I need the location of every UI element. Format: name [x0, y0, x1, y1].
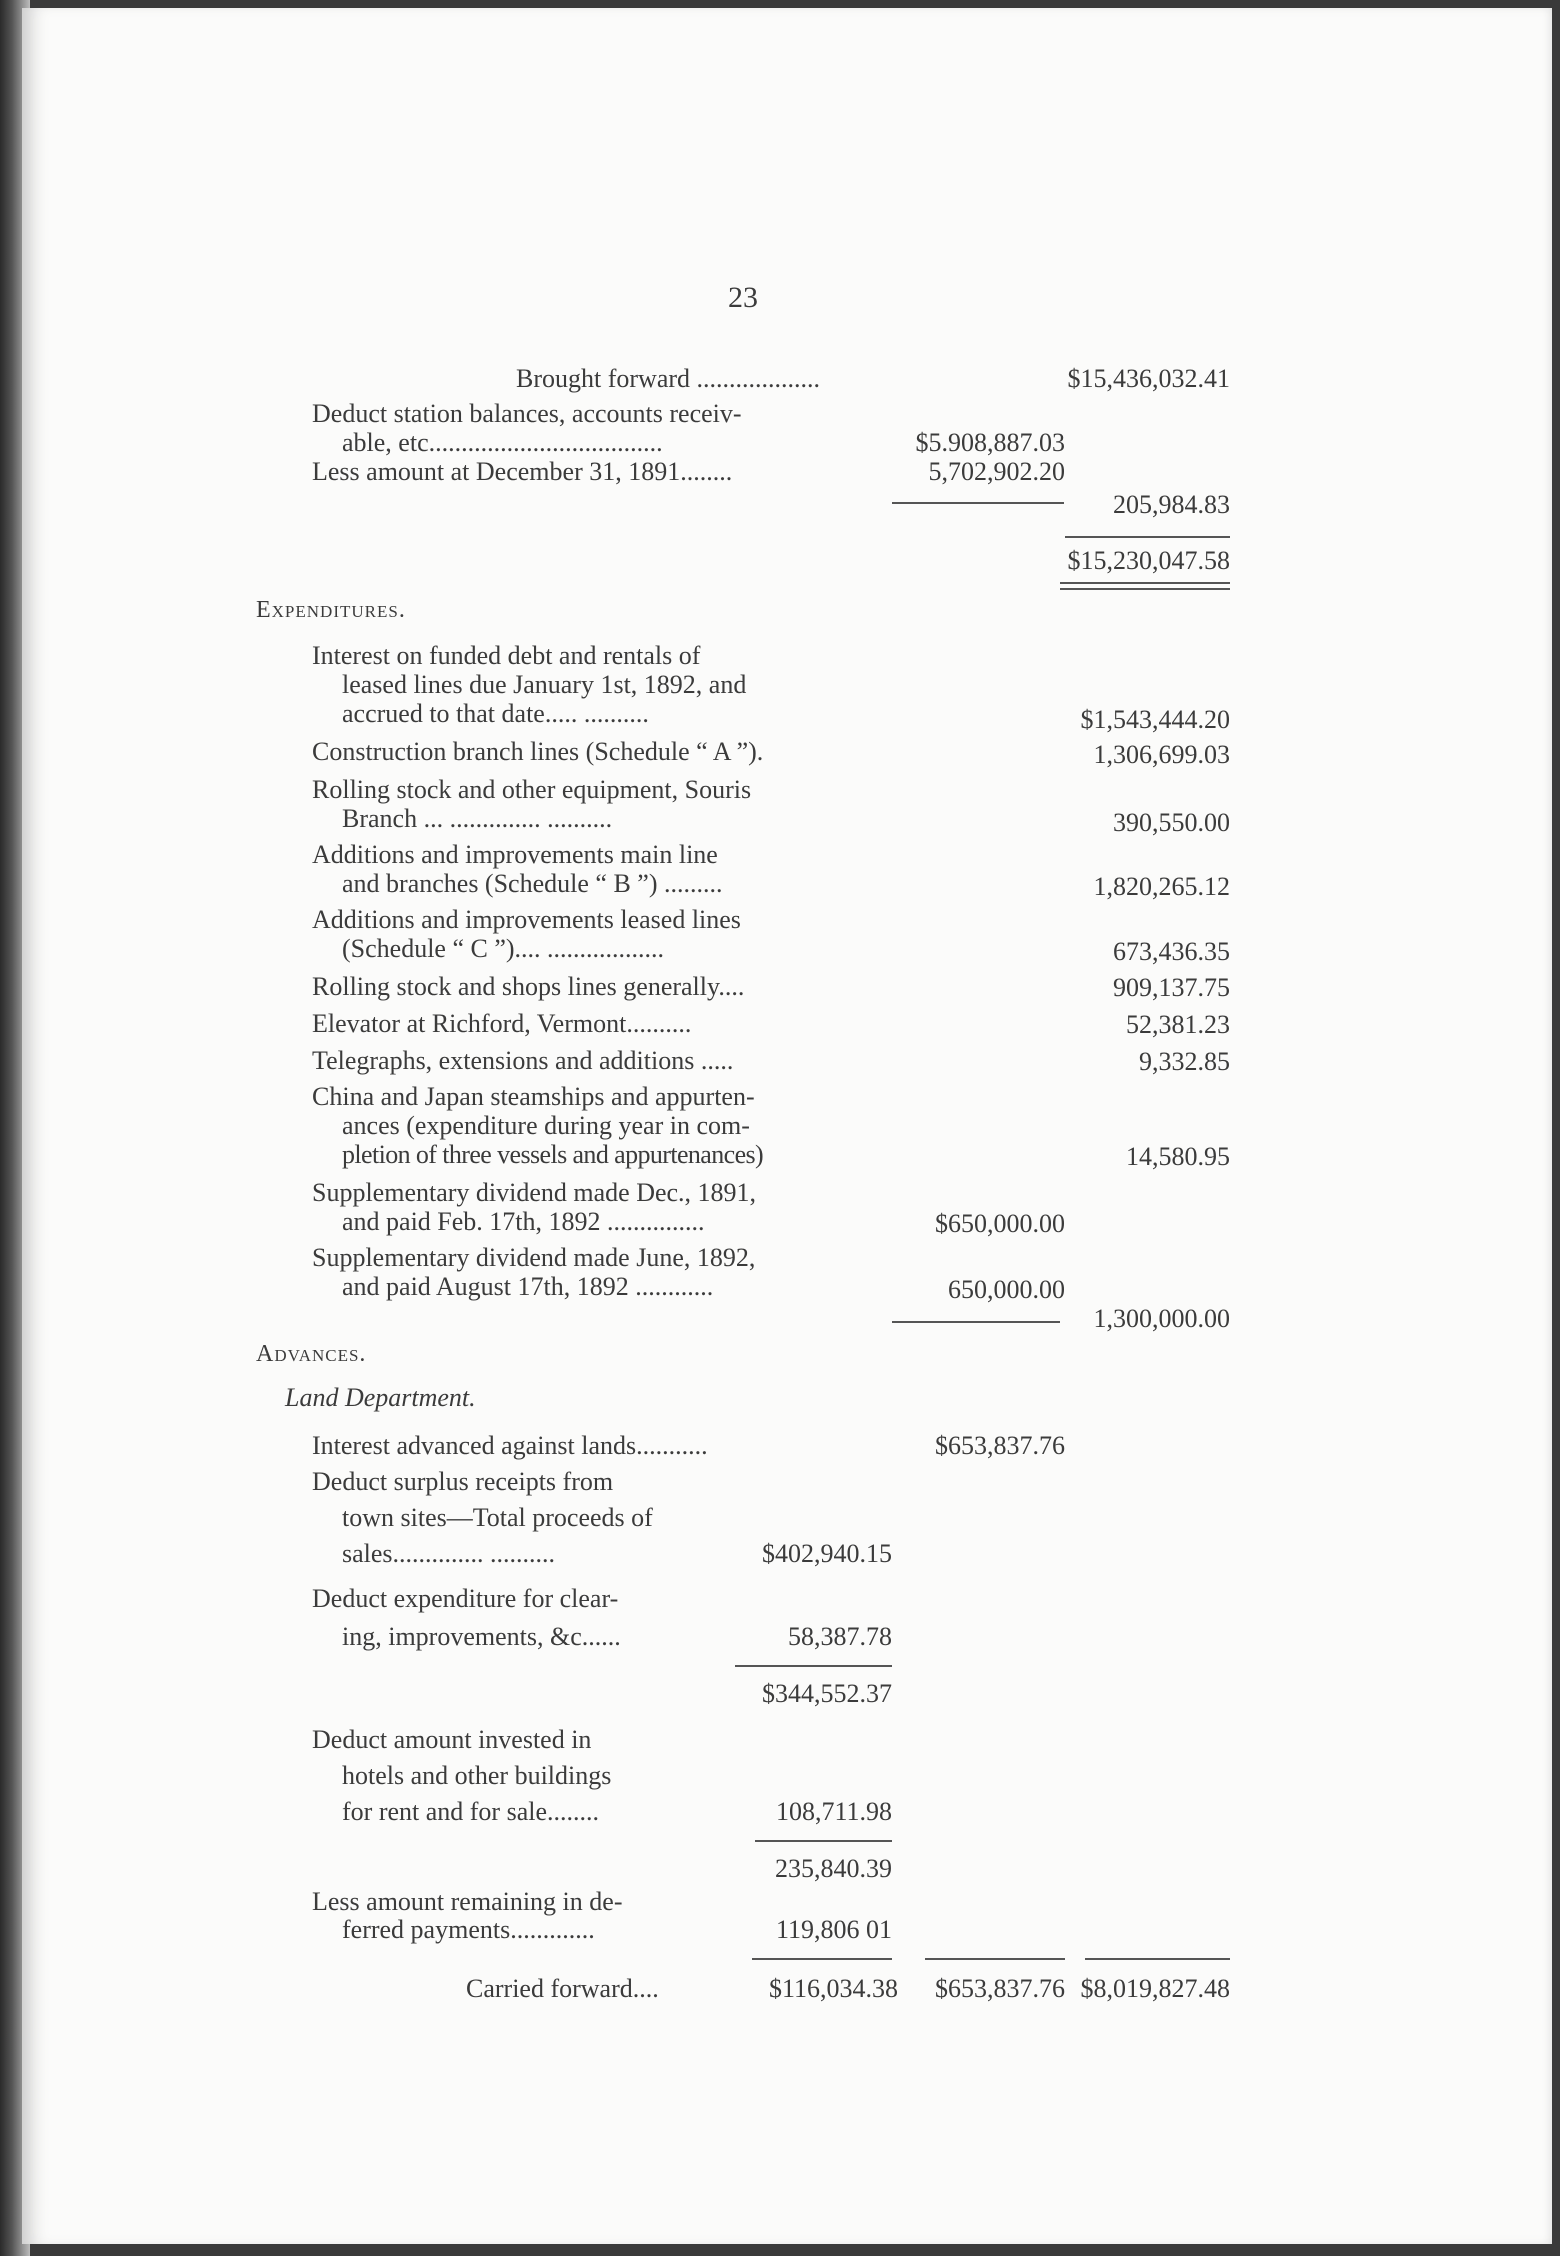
- carried-forward-label: Carried forward....: [466, 1974, 659, 2003]
- less-deferred-line2: ferred payments.............: [342, 1915, 595, 1944]
- deduct-expenditure-amount: 58,387.78: [788, 1622, 892, 1651]
- rule-col3-double: [1060, 582, 1230, 590]
- carried-forward-col1: $116,034.38: [768, 1974, 898, 2003]
- elevator-amount: 52,381.23: [1126, 1010, 1230, 1039]
- deduct-hotels-amount: 108,711.98: [775, 1797, 892, 1826]
- rule-col1-a: [735, 1665, 892, 1667]
- china-line3: pletion of three vessels and appurtenances): [342, 1140, 764, 1169]
- less-deferred-amount: 119,806 01: [775, 1915, 892, 1944]
- deduct-surplus-line1: Deduct surplus receipts from: [312, 1467, 614, 1496]
- deduct-hotels-line2: hotels and other buildings: [342, 1761, 612, 1790]
- deduct-station-line2: able, etc....................................: [342, 428, 663, 457]
- supp-dec-line2: and paid Feb. 17th, 1892 ...............: [342, 1207, 705, 1236]
- difference-amount: 205,984.83: [1113, 490, 1230, 519]
- deduct-surplus-line3: sales.............. ..........: [342, 1539, 556, 1568]
- less-december-amount: 5,702,902.20: [928, 457, 1065, 486]
- supp-june-line1: Supplementary dividend made June, 1892,: [312, 1243, 756, 1272]
- deduct-expenditure-line2: ing, improvements, &c......: [342, 1622, 621, 1651]
- rolling-general-amount: 909,137.75: [1113, 973, 1230, 1002]
- rolling-general-label: Rolling stock and shops lines generally....: [312, 972, 745, 1001]
- additions-leased-line1: Additions and improvements leased lines: [312, 905, 741, 934]
- less-deferred-line1: Less amount remaining in de-: [312, 1887, 623, 1916]
- telegraphs-amount: 9,332.85: [1139, 1047, 1230, 1076]
- rolling-souris-line2: Branch ... .............. ..........: [342, 804, 613, 833]
- page-number: 23: [728, 281, 758, 314]
- rule-col2-c: [925, 1958, 1065, 1960]
- china-line1: China and Japan steamships and appurten-: [312, 1082, 755, 1111]
- rolling-souris-line1: Rolling stock and other equipment, Souris: [312, 775, 752, 804]
- elevator-label: Elevator at Richford, Vermont..........: [312, 1009, 692, 1038]
- rule-col3-a: [1065, 536, 1230, 538]
- rule-col2-b: [892, 1321, 1060, 1323]
- deduct-expenditure-line1: Deduct expenditure for clear-: [312, 1584, 619, 1613]
- interest-line3: accrued to that date..... ..........: [342, 699, 649, 728]
- net-amount: $344,552.37: [762, 1679, 892, 1708]
- less-december-label: Less amount at December 31, 1891........: [312, 457, 733, 486]
- subtotal-amount: $15,230,047.58: [1067, 546, 1230, 575]
- deduct-station-amount: $5.908,887.03: [915, 428, 1065, 457]
- additions-leased-line2: (Schedule “ C ”).... ..................: [342, 934, 665, 963]
- rolling-souris-amount: 390,550.00: [1113, 808, 1230, 837]
- interest-lands-label: Interest advanced against lands...........: [312, 1431, 708, 1460]
- supp-june-line2: and paid August 17th, 1892 ............: [342, 1272, 714, 1301]
- deduct-surplus-amount: $402,940.15: [762, 1539, 892, 1568]
- china-line2: ances (expenditure during year in com-: [342, 1111, 750, 1140]
- expenditures-heading: Expenditures.: [256, 597, 406, 623]
- deduct-hotels-line3: for rent and for sale........: [342, 1797, 600, 1826]
- supp-dec-amount: $650,000.00: [935, 1209, 1065, 1238]
- construction-label: Construction branch lines (Schedule “ A ”).: [312, 737, 764, 766]
- supp-dec-line1: Supplementary dividend made Dec., 1891,: [312, 1178, 757, 1207]
- china-amount: 14,580.95: [1126, 1142, 1230, 1171]
- additions-main-line2: and branches (Schedule “ B ”) .........: [342, 869, 723, 898]
- rule-col2-a: [892, 502, 1064, 504]
- supp-total-amount: 1,300,000.00: [1093, 1304, 1230, 1333]
- rule-col3-c: [1085, 1958, 1230, 1960]
- supp-june-amount: 650,000.00: [948, 1275, 1065, 1304]
- interest-amount: $1,543,444.20: [1080, 705, 1230, 734]
- telegraphs-label: Telegraphs, extensions and additions .....: [312, 1046, 734, 1075]
- carried-forward-col2: $653,837.76: [935, 1974, 1065, 2003]
- rule-col1-c: [752, 1958, 892, 1960]
- additions-leased-amount: 673,436.35: [1113, 937, 1230, 966]
- rule-col1-b: [755, 1840, 892, 1842]
- net2-amount: 235,840.39: [775, 1854, 892, 1883]
- carried-forward-col3: $8,019,827.48: [1080, 1974, 1230, 2003]
- additions-main-line1: Additions and improvements main line: [312, 840, 718, 869]
- brought-forward-amount: $15,436,032.41: [1067, 364, 1230, 393]
- deduct-hotels-line1: Deduct amount invested in: [312, 1725, 592, 1754]
- deduct-station-line1: Deduct station balances, accounts receiv-: [312, 399, 742, 428]
- construction-amount: 1,306,699.03: [1093, 740, 1230, 769]
- interest-line1: Interest on funded debt and rentals of: [312, 641, 701, 670]
- advances-heading: Advances.: [256, 1341, 367, 1367]
- interest-line2: leased lines due January 1st, 1892, and: [342, 670, 747, 699]
- additions-main-amount: 1,820,265.12: [1093, 872, 1230, 901]
- deduct-surplus-line2: town sites—Total proceeds of: [342, 1503, 653, 1532]
- brought-forward-label: Brought forward ...................: [516, 364, 821, 393]
- land-department-heading: Land Department.: [285, 1383, 476, 1412]
- interest-lands-amount: $653,837.76: [935, 1431, 1065, 1460]
